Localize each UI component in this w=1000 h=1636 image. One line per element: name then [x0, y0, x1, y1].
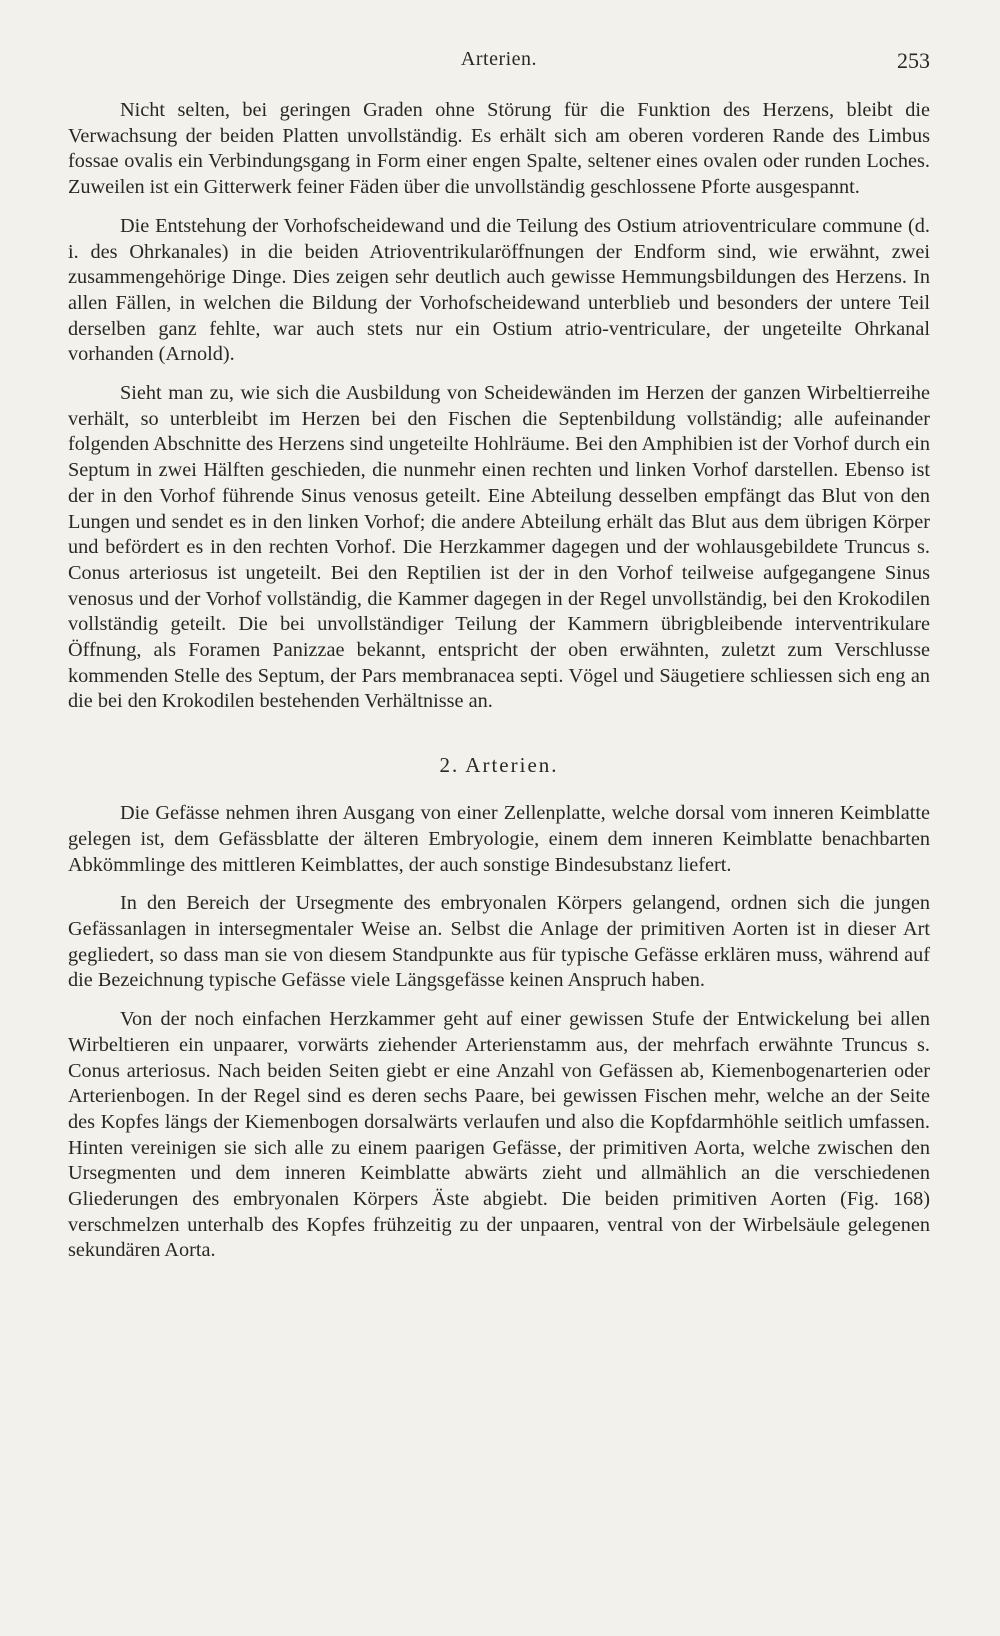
paragraph-vessel-origin: Die Gefässe nehmen ihren Ausgang von einer Zellenplatte, welche dorsal vom inneren Keimblatte gelegen ist, dem Gefässblatte der älteren Embryologie, einem dem inneren Keimblatte benachbarten Abkömmlinge des mittleren Keimblattes, der auch sonstige Bindesubstanz liefert.	[68, 802, 930, 876]
running-head	[68, 48, 930, 76]
page-number: 253	[897, 48, 930, 73]
main-text	[68, 98, 930, 1264]
paragraph-vessel-segmentation: In den Bereich der Ursegmente des embryonalen Körpers gelangend, ordnen sich die jungen Gefässanlagen in intersegmentaler Weise an. Selbst die Anlage der primitiven Aorten ist in dieser Art gegliedert, so dass man sie von diesem Standpunkte aus für typische Gefässe erklären muss, während auf die Bezeichnung typische Gefässe viele Längsgefässe keinen Anspruch haben.	[68, 892, 930, 992]
paragraph-septum-formation: Die Entstehung der Vorhofscheidewand und die Teilung des Ostium atrioventriculare commune (d. i. des Ohrkanales) in die beiden Atrioventrikularöffnungen der Endform sind, wie erwähnt, zwei zusammengehörige Dinge. Dies zeigen sehr deutlich auch gewisse Hemmungsbildungen des Herzens. In allen Fällen, in welchen die Bildung der Vorhofscheidewand unterblieb und besonders der untere Teil derselben ganz fehlte, war auch stets nur ein Ostium atrio-ventriculare, der ungeteilte Ohrkanal vorhanden (Arnold).	[68, 214, 930, 366]
paragraph-membrane-closure: Nicht selten, bei geringen Graden ohne Störung für die Funktion des Herzens, bleibt die Verwachsung der beiden Platten unvollständig. Es erhält sich am oberen vorderen Rande des Limbus fossae ovalis ein Verbindungsgang in Form einer engen Spalte, seltener eines ovalen oder runden Loches. Zuweilen ist ein Gitterwerk feiner Fäden über die unvollständig geschlossene Pforte ausgespannt.	[68, 99, 930, 199]
running-title: Arterien.	[460, 48, 538, 70]
section-heading-arterien: 2. Arterien.	[439, 753, 559, 778]
paragraph-vertebrate-comparison: Sieht man zu, wie sich die Ausbildung von Scheidewänden im Herzen der ganzen Wirbeltierreihe verhält, so unterbleibt im Herzen bei den Fischen die Septenbildung vollständig; alle aufeinander folgenden Abschnitte des Herzens sind ungeteilte Hohlräume. Bei den Amphibien ist der Vorhof durch ein Septum in zwei Hälften geschieden, die nunmehr einen rechten und linken Vorhof darstellen. Ebenso ist der in den Vorhof führende Sinus venosus geteilt. Eine Abteilung desselben empfängt das Blut von den Lungen und sendet es in den linken Vorhof; die andere Abteilung erhält das Blut aus dem übrigen Körper und befördert es in den rechten Vorhof. Die Herzkammer dagegen und der wohlausgebildete Truncus s. Conus arteriosus ist ungeteilt. Bei den Reptilien ist der in den Vorhof teilweise aufgegangene Sinus venosus und der Vorhof vollständig, die Kammer dagegen in der Regel unvollständig, bei den Krokodilen vollständig geteilt. Die bei unvollständiger Teilung der Kammern übrigbleibende interventrikulare Öffnung, als Foramen Panizzae bekannt, entspricht der oben erwähnten, zuletzt zum Verschlusse kommenden Stelle des Septum, der Pars membranacea septi. Vögel und Säugetiere schliessen sich eng an die bei den Krokodilen bestehenden Verhältnisse an.	[68, 382, 930, 713]
paragraph-arterial-arches: Von der noch einfachen Herzkammer geht auf einer gewissen Stufe der Entwickelung bei allen Wirbeltieren ein unpaarer, vorwärts ziehender Arterienstamm aus, der mehrfach erwähnte Truncus s. Conus arteriosus. Nach beiden Seiten giebt er eine Anzahl von Gefässen ab, Kiemenbogenarterien oder Arterienbogen. In der Regel sind es deren sechs Paare, bei gewissen Fischen mehr, welche an der Seite des Kopfes längs der Kiemenbogen dorsalwärts verlaufen und also die Kopfdarmhöhle seitlich umfassen. Hinten vereinigen sie sich alle zu einem paarigen Gefässe, der primitiven Aorta, welche zwischen den Ursegmenten und dem inneren Keimblatte abwärts zieht und allmählich an die verschiedenen Gliederungen des embryonalen Körpers Äste abgiebt. Die beiden primitiven Aorten (Fig. 168) verschmelzen unterhalb des Kopfes frühzeitig zu der unpaaren, ventral von der Wirbelsäule gelegenen sekundären Aorta.	[68, 1008, 930, 1262]
